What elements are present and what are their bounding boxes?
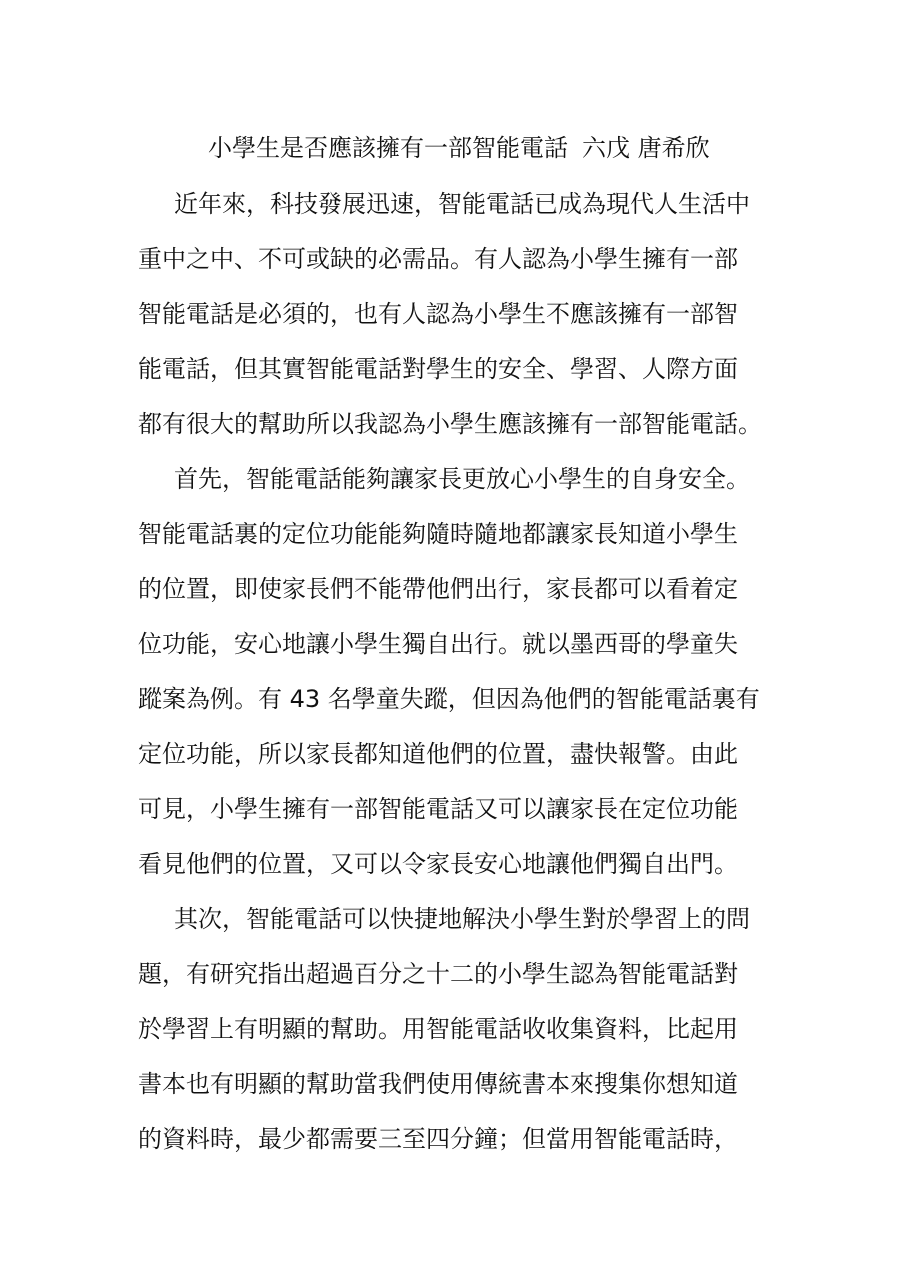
paragraph-line: 於學習上有明顯的幫助。用智能電話收收集資料，比起用: [138, 1015, 738, 1043]
paragraph-line: 能電話，但其實智能電話對學生的安全、學習、人際方面: [138, 355, 738, 383]
paragraph-line: 題，有研究指出超過百分之十二的小學生認為智能電話對: [138, 960, 738, 988]
author-name: 六戊 唐希欣: [582, 134, 710, 162]
paragraph-line: 重中之中、不可或缺的必需品。有人認為小學生擁有一部: [138, 245, 738, 273]
paragraph-line: 其次，智能電話可以快捷地解決小學生對於學習上的問: [174, 905, 750, 933]
paragraph-line: 都有很大的幫助所以我認為小學生應該擁有一部智能電話。: [138, 410, 762, 438]
paragraph-line: 近年來，科技發展迅速，智能電話已成為現代人生活中: [174, 190, 750, 218]
paragraph-line: 智能電話裏的定位功能能夠隨時隨地都讓家長知道小學生: [138, 520, 738, 548]
paragraph-line: 的位置，即使家長們不能帶他們出行，家長都可以看着定: [138, 575, 738, 603]
paragraph-line: 位功能，安心地讓小學生獨自出行。就以墨西哥的學童失: [138, 630, 738, 658]
paragraph-line: 智能電話是必須的，也有人認為小學生不應該擁有一部智: [138, 300, 738, 328]
paragraph-line: 書本也有明顯的幫助當我們使用傳統書本來搜集你想知道: [138, 1070, 738, 1098]
paragraph-line: 看見他們的位置，又可以令家長安心地讓他們獨自出門。: [138, 850, 738, 878]
title-line: [208, 128, 710, 168]
paragraph-line: 定位功能，所以家長都知道他們的位置，盡快報警。由此: [138, 740, 738, 768]
paragraph-line: 的資料時，最少都需要三至四分鐘；但當用智能電話時，: [138, 1125, 738, 1153]
paragraph-line: 蹤案為例。有 43 名學童失蹤，但因為他們的智能電話裏有: [138, 685, 760, 713]
essay-title: 小學生是否應該擁有一部智能電話: [208, 134, 568, 162]
paragraph-line: 首先，智能電話能夠讓家長更放心小學生的自身安全。: [174, 465, 750, 493]
paragraph-line: 可見，小學生擁有一部智能電話又可以讓家長在定位功能: [138, 795, 738, 823]
